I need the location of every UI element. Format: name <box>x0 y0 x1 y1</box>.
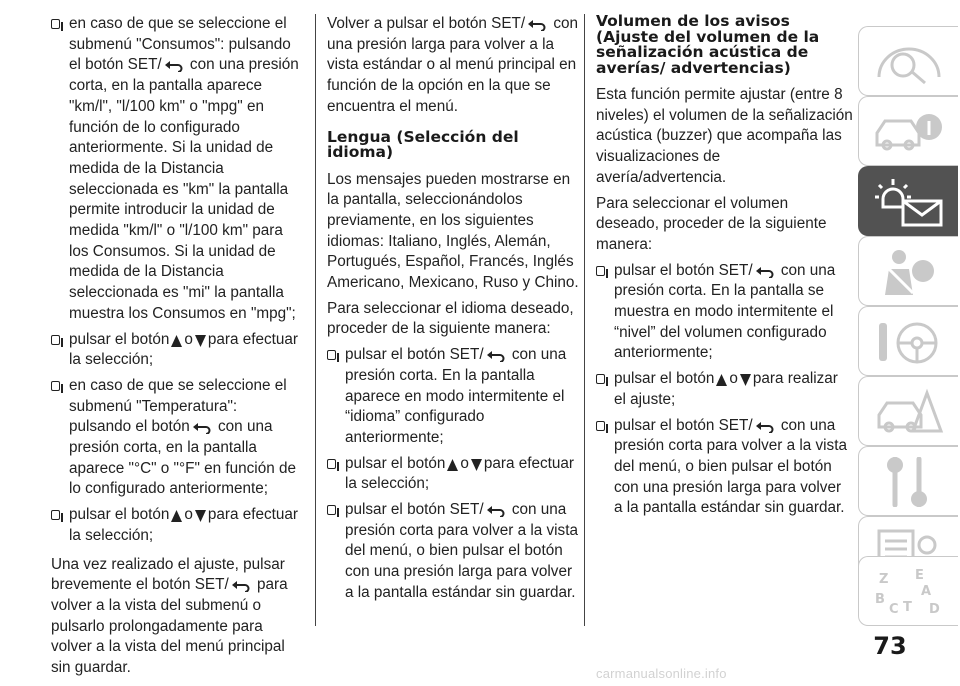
list-item: pulsar el botón SET/ con una presión corta para volver a la vista del menú, o bien pulsar el botón con una presión larga para volver a la pantalla estándar sin guardar. <box>596 416 853 520</box>
up-triangle-icon <box>171 510 182 522</box>
section-heading: Lengua (Selección del idioma) <box>327 127 519 162</box>
paragraph: Una vez realizado el ajuste, pulsar brevemente el botón SET/ para volver a la vista del submenú o pulsarlo prolongadamente para volver a la vista del menú principal sin guardar. <box>51 555 288 677</box>
checkbox-bullet-icon <box>51 381 60 391</box>
paragraph: Para seleccionar el idioma deseado, proceder de la siguiente manera: <box>327 299 574 338</box>
car-accident-icon <box>873 387 945 437</box>
checkbox-bullet-icon <box>596 374 605 384</box>
tab-warning-lights[interactable] <box>858 166 958 236</box>
down-triangle-icon <box>195 335 206 347</box>
back-arrow-icon <box>486 505 506 517</box>
seatbelt-person-icon <box>873 247 945 297</box>
list-item: pulsar el botón o para efectuar la selección; <box>51 505 301 546</box>
dashboard-wrench-icon <box>873 37 945 87</box>
column-divider <box>584 14 585 626</box>
checkbox-bullet-icon <box>596 421 605 431</box>
tab-emergency[interactable] <box>858 376 958 446</box>
checkbox-bullet-icon <box>327 459 336 469</box>
tab-safety[interactable] <box>858 236 958 306</box>
checkbox-bullet-icon <box>51 335 60 345</box>
index-letter: E <box>915 568 924 583</box>
section-heading: Volumen de los avisos (Ajuste del volumen de la señalización acústica de averías/ advertencias) <box>596 12 820 77</box>
index-letter: Z <box>879 572 889 587</box>
paragraph: Esta función permite ajustar (entre 8 niveles) el volumen de la señalización acústica (buzzer) que acompaña las visualizaciones de avería/advertencia. <box>596 86 853 186</box>
up-triangle-icon <box>171 335 182 347</box>
list-item: en caso de que se seleccione el submenú "Consumos": pulsando el botón SET/ con una presión corta, en la pantalla aparece "km/l", "l/100 km" o "mpg" en función de lo configurado anteriormente. Si la unidad de medida de la Distancia seleccionada es "km" la pantalla permite introducir la unidad de medida "km/l" o "l/100 km" para los Consumos. Si la unidad de medida de la Distancia seleccionada es "mi" la pantalla muestra los Consumos en "mpg"; <box>51 14 301 325</box>
up-triangle-icon <box>447 459 458 471</box>
index-letter: D <box>929 602 940 617</box>
tab-maintenance[interactable] <box>858 446 958 516</box>
checkbox-bullet-icon <box>596 266 605 276</box>
back-arrow-icon <box>192 422 212 434</box>
back-arrow-icon <box>486 350 506 362</box>
checkbox-bullet-icon <box>51 510 60 520</box>
list-item: en caso de que se seleccione el submenú "Temperatura": pulsando el botón con una presión corta, en la pantalla aparece "°C" o "°F" en función de lo configurado anteriormente; <box>51 376 301 500</box>
watermark: carmanualsonline.info <box>596 666 727 681</box>
back-arrow-icon <box>527 19 547 31</box>
back-arrow-icon <box>164 60 184 72</box>
down-triangle-icon <box>740 374 751 386</box>
steering-wheel-tools-icon <box>873 317 945 367</box>
paragraph: Volver a pulsar el botón SET/ con una presión larga para volver a la vista estándar o al menú principal en función de la opción en la que se encuentra el menú. <box>327 15 579 115</box>
alphabet-index-icon <box>873 567 945 617</box>
paragraph: Los mensajes pueden mostrarse en la pantalla, seleccionándolos previamente, en los siguientes idiomas: Italiano, Inglés, Alemán, Portugués, Español, Francés, Inglés Americano, Mexicano, Ruso y Chino. <box>327 170 579 292</box>
checkbox-bullet-icon <box>51 19 60 29</box>
tab-car-info[interactable] <box>858 96 958 166</box>
chapter-tabs <box>858 0 960 686</box>
column-3 <box>596 14 853 524</box>
down-triangle-icon <box>195 510 206 522</box>
index-letter: T <box>903 600 912 615</box>
back-arrow-icon <box>231 580 251 592</box>
list-item: pulsar el botón SET/ con una presión corta. En la pantalla aparece en modo intermitente el “idioma” configurado anteriormente; <box>327 345 580 449</box>
index-letter: B <box>875 592 885 607</box>
tab-driving[interactable] <box>858 306 958 376</box>
tab-dashboard[interactable] <box>858 26 958 96</box>
index-letter: C <box>889 602 899 617</box>
car-info-icon <box>873 107 945 157</box>
column-1 <box>51 14 301 684</box>
page-number: 73 <box>873 632 907 660</box>
warning-light-message-icon <box>873 177 945 227</box>
list-item: pulsar el botón SET/ con una presión corta para volver a la vista del menú, o bien pulsar el botón con una presión larga para volver a la pantalla estándar sin guardar. <box>327 500 580 604</box>
wrench-maintenance-icon <box>873 457 945 507</box>
paragraph: Para seleccionar el volumen deseado, proceder de la siguiente manera: <box>596 194 827 253</box>
checkbox-bullet-icon <box>327 505 336 515</box>
back-arrow-icon <box>755 266 775 278</box>
list-item: pulsar el botón o para efectuar la selección; <box>327 454 580 495</box>
back-arrow-icon <box>755 421 775 433</box>
list-item: pulsar el botón o para efectuar la selección; <box>51 330 301 371</box>
tab-index[interactable] <box>858 556 958 626</box>
column-divider <box>315 14 316 626</box>
checkbox-bullet-icon <box>327 350 336 360</box>
column-2 <box>327 14 580 609</box>
list-item: pulsar el botón SET/ con una presión corta. En la pantalla se muestra en modo intermitente el “nivel” del volumen configurado anteriormente; <box>596 261 853 365</box>
list-item: pulsar el botón o para realizar el ajuste; <box>596 369 853 410</box>
up-triangle-icon <box>716 374 727 386</box>
down-triangle-icon <box>471 459 482 471</box>
index-letter: A <box>921 584 932 599</box>
